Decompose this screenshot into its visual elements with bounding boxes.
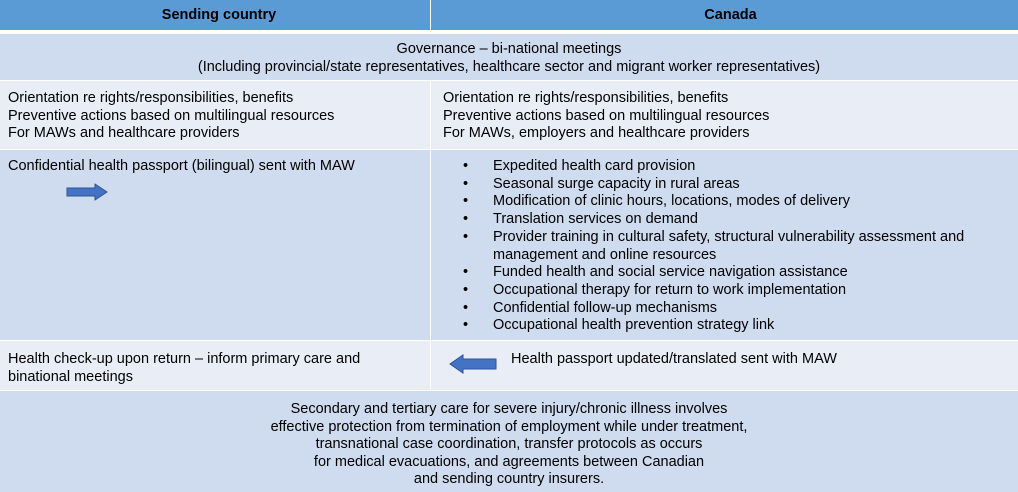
governance-details: (Including provincial/state representatives, healthcare sector and migrant worker representatives) [197, 58, 821, 75]
list-item [431, 193, 1018, 211]
bullet-icon: • [463, 299, 469, 316]
list-item-text: Provider training in cultural safety, structural vulnerability assessment and [493, 228, 965, 245]
orientation-sending-line: Preventive actions based on multilingual resources [8, 107, 335, 124]
passport-sending-cell [0, 150, 430, 340]
passport-sending-text: Confidential health passport (bilingual) sent with MAW [8, 158, 355, 174]
orientation-row [0, 81, 1018, 149]
secondary-care-line: and sending country insurers. [413, 471, 605, 487]
secondary-care-line: effective protection from termination of employment while under treatment, [270, 418, 748, 435]
list-item-text: Translation services on demand [493, 211, 698, 228]
list-item-text: Confidential follow-up mechanisms [493, 299, 718, 316]
header-canada: Canada [704, 7, 757, 23]
secondary-care-line: transnational case coordination, transfer protocols as occurs [315, 436, 703, 452]
bullet-icon: • [463, 281, 469, 298]
list-item-text: Expedited health card provision [493, 158, 696, 174]
bullet-icon: • [463, 228, 469, 245]
list-item [431, 211, 1018, 229]
bullet-icon: • [463, 175, 469, 192]
list-item [431, 282, 1018, 300]
bullet-icon: • [463, 264, 469, 281]
governance-row [0, 34, 1018, 80]
return-canada-text: Health passport updated/translated sent with MAW [511, 351, 837, 367]
list-item [431, 229, 1018, 264]
return-row [0, 341, 1018, 390]
list-item [431, 317, 1018, 335]
bullet-icon: • [463, 158, 469, 174]
table-header [0, 0, 1018, 30]
secondary-care-row [0, 391, 1018, 492]
secondary-care-line: for medical evacuations, and agreements between Canadian [313, 453, 705, 470]
secondary-care-line: Secondary and tertiary care for severe injury/chronic illness involves [290, 401, 728, 417]
list-item-text: Seasonal surge capacity in rural areas [493, 175, 740, 192]
governance-title: Governance – bi-national meetings [396, 41, 622, 57]
return-sending-cell [0, 341, 430, 390]
list-item [431, 264, 1018, 282]
list-item-text: Modification of clinic hours, locations, modes of delivery [493, 193, 851, 210]
bullet-icon: • [463, 193, 469, 210]
return-sending-line: Health check-up upon return – inform primary care and [8, 351, 361, 367]
list-item-text: Occupational therapy for return to work implementation [493, 281, 847, 298]
left-arrow-icon [449, 354, 497, 374]
canada-services-cell [431, 150, 1018, 340]
orientation-canada-line: Preventive actions based on multilingual resources [443, 107, 770, 124]
list-item-text: Funded health and social service navigation assistance [493, 264, 848, 281]
list-item [431, 300, 1018, 318]
orientation-sending-cell [0, 81, 430, 149]
list-item [431, 176, 1018, 194]
orientation-sending-line: Orientation re rights/responsibilities, benefits [8, 90, 294, 106]
passport-row [0, 150, 1018, 340]
list-item-text-continued: management and online resources [493, 246, 717, 263]
header-sending-country: Sending country [161, 7, 277, 23]
return-canada-cell [431, 341, 1018, 390]
return-sending-line: binational meetings [8, 368, 133, 385]
bullet-icon: • [463, 211, 469, 228]
canada-services-list [431, 150, 1018, 335]
orientation-canada-line: Orientation re rights/responsibilities, benefits [443, 90, 729, 106]
bullet-icon: • [463, 317, 469, 334]
list-item [431, 158, 1018, 176]
right-arrow-icon [66, 183, 108, 201]
orientation-sending-line: For MAWs and healthcare providers [8, 125, 240, 141]
orientation-canada-cell [431, 81, 1018, 149]
column-divider [430, 0, 431, 30]
orientation-canada-line: For MAWs, employers and healthcare providers [443, 125, 750, 141]
list-item-text: Occupational health prevention strategy link [493, 317, 775, 334]
